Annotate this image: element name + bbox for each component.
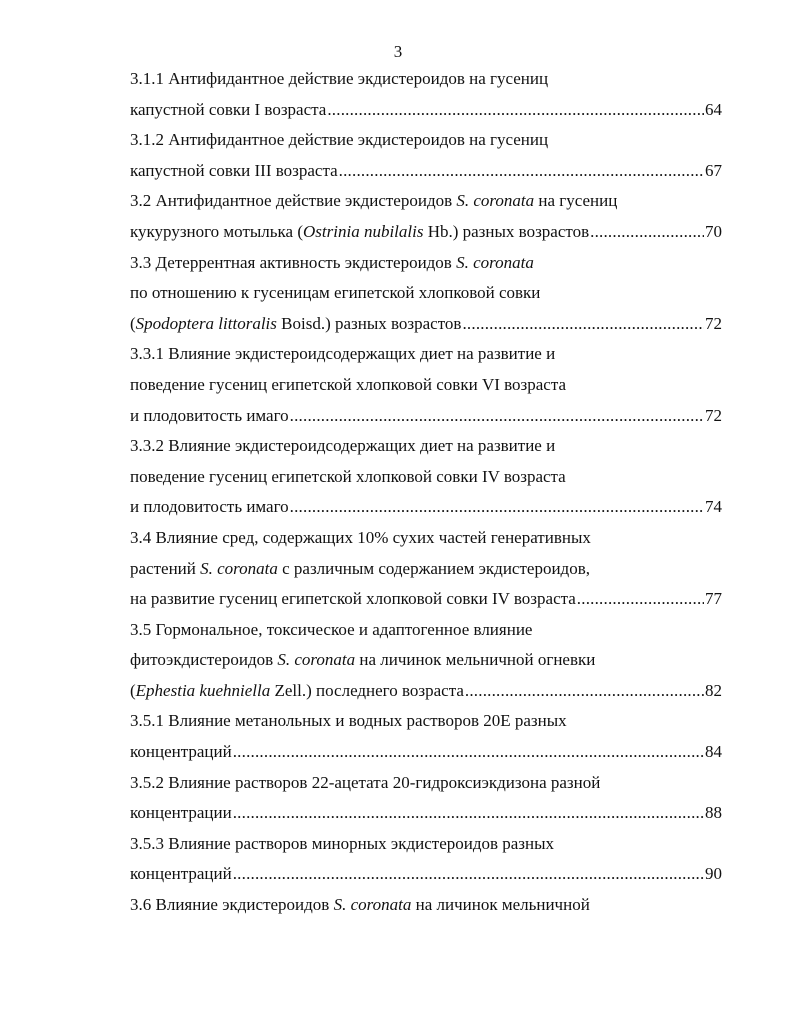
toc-entry-text [130, 217, 589, 248]
toc-line [130, 462, 722, 493]
toc-page-number: 77 [705, 589, 722, 609]
toc-entry [130, 523, 722, 615]
text-segment: поведение гусениц египетской хлопковой совки IV возраста [130, 466, 566, 486]
toc-entry-text [130, 615, 532, 646]
toc-entry [130, 706, 722, 767]
toc-entry [130, 339, 722, 431]
toc-entry-text [130, 186, 617, 217]
toc-line [130, 339, 722, 370]
toc-page-number: 82 [705, 680, 722, 700]
text-segment: 3.4 Влияние сред, содержащих 10% сухих частей генеративных [130, 527, 591, 547]
toc-entry [130, 248, 722, 340]
text-segment: на личинок мельничной [411, 895, 590, 915]
toc-entry-text [130, 64, 548, 95]
species-name: Ostrinia nubilalis [303, 221, 424, 241]
toc-entry-text [130, 829, 554, 860]
toc-line [130, 95, 722, 126]
text-segment: 3.3.1 Влияние экдистероидсодержащих диет на развитие и [130, 344, 556, 364]
toc-line [130, 64, 722, 95]
dot-leader [462, 309, 704, 340]
toc-line [130, 645, 722, 676]
toc-entry-text [130, 768, 600, 799]
text-segment: 3.3 Детеррентная активность экдистероидов [130, 252, 457, 272]
toc-entry-text [130, 309, 461, 340]
text-segment: 3.5.3 Влияние растворов минорных экдистероидов разных [130, 833, 555, 853]
text-segment: и плодовитость имаго [130, 497, 289, 517]
toc-entry-text [130, 95, 326, 126]
toc-line [130, 248, 722, 279]
text-segment: 3.2 Антифидантное действие экдистероидов [130, 191, 457, 211]
toc-entry-text [130, 492, 289, 523]
toc-line [130, 523, 722, 554]
toc-line [130, 125, 722, 156]
toc-entry-text [130, 645, 595, 676]
toc-page-number: 64 [705, 99, 722, 119]
toc-line [130, 431, 722, 462]
toc-line [130, 492, 722, 523]
text-segment: Boisd.) разных возрастов [276, 313, 462, 333]
species-name: S. coronata [456, 191, 535, 211]
toc-page-number: 72 [705, 313, 722, 333]
text-segment: и плодовитость имаго [130, 405, 289, 425]
text-segment: с различным содержанием экдистероидов, [277, 558, 590, 578]
species-name: S. coronata [200, 558, 278, 578]
toc-entry-text [130, 156, 338, 187]
species-name: S. coronata [456, 252, 534, 272]
text-segment: по отношению к гусеницам египетской хлопковой совки [130, 283, 541, 303]
toc-line [130, 706, 722, 737]
toc-line [130, 156, 722, 187]
toc-entry [130, 829, 722, 890]
text-segment: капустной совки III возраста [130, 160, 338, 180]
toc-entry-text [130, 523, 591, 554]
dot-leader [290, 401, 704, 432]
toc-entry-text [130, 737, 232, 768]
species-name: S. coronata [333, 895, 412, 915]
text-segment: кукурузного мотылька ( [130, 221, 304, 241]
toc-entry-text [130, 339, 555, 370]
text-segment: растений [130, 558, 201, 578]
dot-leader [577, 584, 704, 615]
toc-line [130, 584, 722, 615]
toc-entry [130, 64, 722, 125]
toc-entry-text [130, 370, 566, 401]
text-segment: 3.5.1 Влияние метанольных и водных растворов 20Е разных [130, 711, 567, 731]
toc-page-number: 72 [705, 405, 722, 425]
species-name: S. coronata [277, 650, 356, 670]
text-segment: на развитие гусениц египетской хлопковой совки IV возраста [130, 589, 576, 609]
toc-line [130, 370, 722, 401]
toc-line [130, 278, 722, 309]
toc-entry [130, 890, 722, 921]
toc-entry-text [130, 706, 567, 737]
dot-leader [233, 859, 704, 890]
toc-line [130, 859, 722, 890]
toc-entry-text [130, 890, 590, 921]
toc-line [130, 186, 722, 217]
toc-entry-text [130, 859, 232, 890]
text-segment: Hb.) разных возрастов [423, 221, 590, 241]
toc-line [130, 615, 722, 646]
toc-entry-text [130, 462, 566, 493]
toc-entry-text [130, 125, 548, 156]
toc-page-number: 88 [705, 803, 722, 823]
toc-entry-text [130, 798, 232, 829]
toc-page-number: 74 [705, 497, 722, 517]
text-segment: 3.1.2 Антифидантное действие экдистероидов на гусениц [130, 130, 549, 150]
toc-line [130, 676, 722, 707]
text-segment: 3.6 Влияние экдистероидов [130, 895, 334, 915]
text-segment: на гусениц [534, 191, 618, 211]
dot-leader [465, 676, 704, 707]
text-segment: 3.5.2 Влияние растворов 22-ацетата 20-гидроксиэкдизона разной [130, 772, 601, 792]
text-segment: поведение гусениц египетской хлопковой совки VI возраста [130, 374, 567, 394]
page-number: 3 [393, 42, 403, 61]
text-segment: концентраций [130, 742, 232, 762]
text-segment: ( [130, 680, 136, 700]
toc-entry [130, 615, 722, 707]
toc-line [130, 401, 722, 432]
toc-entry [130, 125, 722, 186]
text-segment: 3.5 Гормональное, токсическое и адаптогенное влияние [130, 619, 533, 639]
toc-page-number: 70 [705, 221, 722, 241]
dot-leader [590, 217, 704, 248]
toc-entry-text [130, 401, 289, 432]
toc-line [130, 554, 722, 585]
toc-page-number: 90 [705, 864, 722, 884]
toc-entry-text [130, 431, 555, 462]
toc-line [130, 798, 722, 829]
toc-entry-text [130, 584, 576, 615]
toc-entry-text [130, 248, 534, 279]
text-segment: ( [130, 313, 136, 333]
toc-line [130, 309, 722, 340]
toc-entry-text [130, 676, 464, 707]
dot-leader [339, 156, 704, 187]
toc-line [130, 217, 722, 248]
text-segment: Zell.) последнего возраста [270, 680, 464, 700]
species-name: Spodoptera littoralis [135, 313, 277, 333]
toc-line [130, 768, 722, 799]
toc-line [130, 737, 722, 768]
text-segment: капустной совки I возраста [130, 99, 327, 119]
toc-entry [130, 431, 722, 523]
toc-line [130, 890, 722, 921]
text-segment: концентраций [130, 864, 232, 884]
text-segment: 3.1.1 Антифидантное действие экдистероидов на гусениц [130, 69, 549, 88]
dot-leader [290, 492, 704, 523]
toc-entry [130, 186, 722, 247]
species-name: Ephestia kuehniella [135, 680, 271, 700]
text-segment: концентрации [130, 803, 232, 823]
toc-page-number: 84 [705, 742, 722, 762]
dot-leader [233, 798, 704, 829]
dot-leader [327, 95, 704, 126]
toc-page-number: 67 [705, 160, 722, 180]
toc-line [130, 829, 722, 860]
dot-leader [233, 737, 704, 768]
text-segment: на личинок мельничной огневки [355, 650, 596, 670]
toc-entry [130, 768, 722, 829]
toc-entry-text [130, 278, 540, 309]
text-segment: 3.3.2 Влияние экдистероидсодержащих диет на развитие и [130, 436, 556, 456]
table-of-contents [130, 64, 722, 921]
toc-entry-text [130, 554, 590, 585]
text-segment: фитоэкдистероидов [130, 650, 278, 670]
